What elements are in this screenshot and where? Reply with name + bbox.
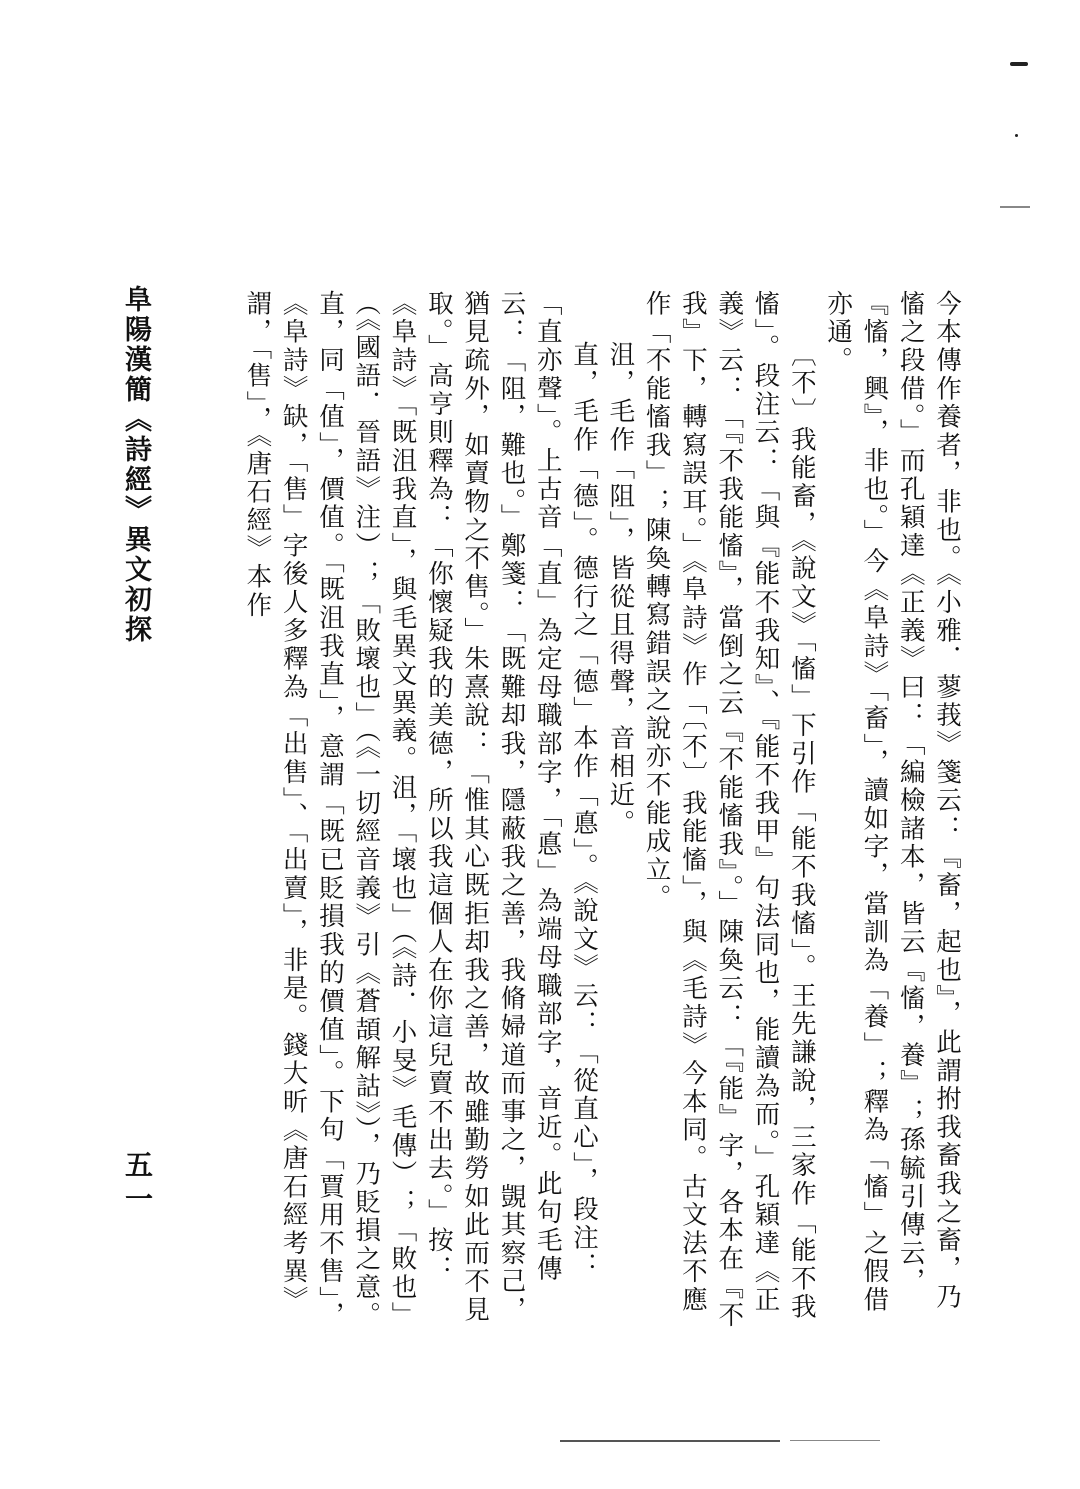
scan-mark bbox=[560, 1440, 780, 1442]
paragraph-3: 沮，毛作「阻」，皆從且得聲，音相近。 bbox=[605, 341, 636, 838]
body-text bbox=[180, 290, 965, 1330]
paragraph-1: 今本傳作養者，非也。《小雅．蓼莪》箋云：『畜，起也』，此謂拊我畜我之畜，乃慉之段借。」而孔穎達《正義》曰：「編檢諸本，皆云『慉，養』；孫毓引傳云，『慉，興』，非也。」今《阜詩》「畜」，讀如字，當訓為「養」；釋為「慉」之假借亦通。 bbox=[823, 290, 962, 1315]
running-header: 阜陽漢簡《詩經》異文初探 bbox=[120, 285, 151, 645]
paragraph-2: 〔不〕我能畜，《說文》「慉」下引作「能不我慉」。王先謙說，三家作「能不我慉」。段注云：「與『能不我知』、『能不我甲』句法同也，能讀為而。」孔穎達《正義》云：「『不我能慉』，當倒之云『不能慉我』。」陳奐云：「『能』字，各本在『不我』下，轉寫誤耳。」《阜詩》作「〔不〕我能慉」，與《毛詩》今本同。古文法不應作「不能慉我」；陳奐轉寫錯誤之說亦不能成立。 bbox=[641, 290, 817, 1330]
scan-mark bbox=[1015, 134, 1018, 137]
scan-mark bbox=[1000, 206, 1030, 208]
scan-mark bbox=[1010, 62, 1028, 66]
paragraph-4: 直，毛作「德」。德行之「德」本作「悳」。《說文》云：「從直心」，段注：「直亦聲」。上古音「直」為定母職部字，「悳」為端母職部字，音近。此句毛傳云：「阻，難也。」鄭箋：「既難却我，隱蔽我之善，我脩婦道而事之，覬其察己，猶見疏外，如賣物之不售。」朱熹說：「惟其心既拒却我之善，故雖勤勞如此而不見取。」高亨則釋為：「你懷疑我的美德，所以我這個人在你這兒賣不出去。」按：《阜詩》「既沮我直」，與毛異文異義。沮，「壞也」（《詩．小旻》毛傳）；「敗也」（《國語．晉語》注）；「敗壞也」（《一切經音義》引《蒼頡解詁》），乃貶損之意。直，同「值」，價值。「既沮我直」，意謂「既已貶損我的價值」。下句「賈用不售」，《阜詩》缺，「售」字後人多釋為「出售」、「出賣」，非是。錢大昕《唐石經考異》謂，「售」，《唐石經》本作 bbox=[242, 290, 600, 1330]
page-number: 五一 bbox=[121, 1150, 154, 1218]
scan-mark bbox=[790, 1440, 880, 1441]
